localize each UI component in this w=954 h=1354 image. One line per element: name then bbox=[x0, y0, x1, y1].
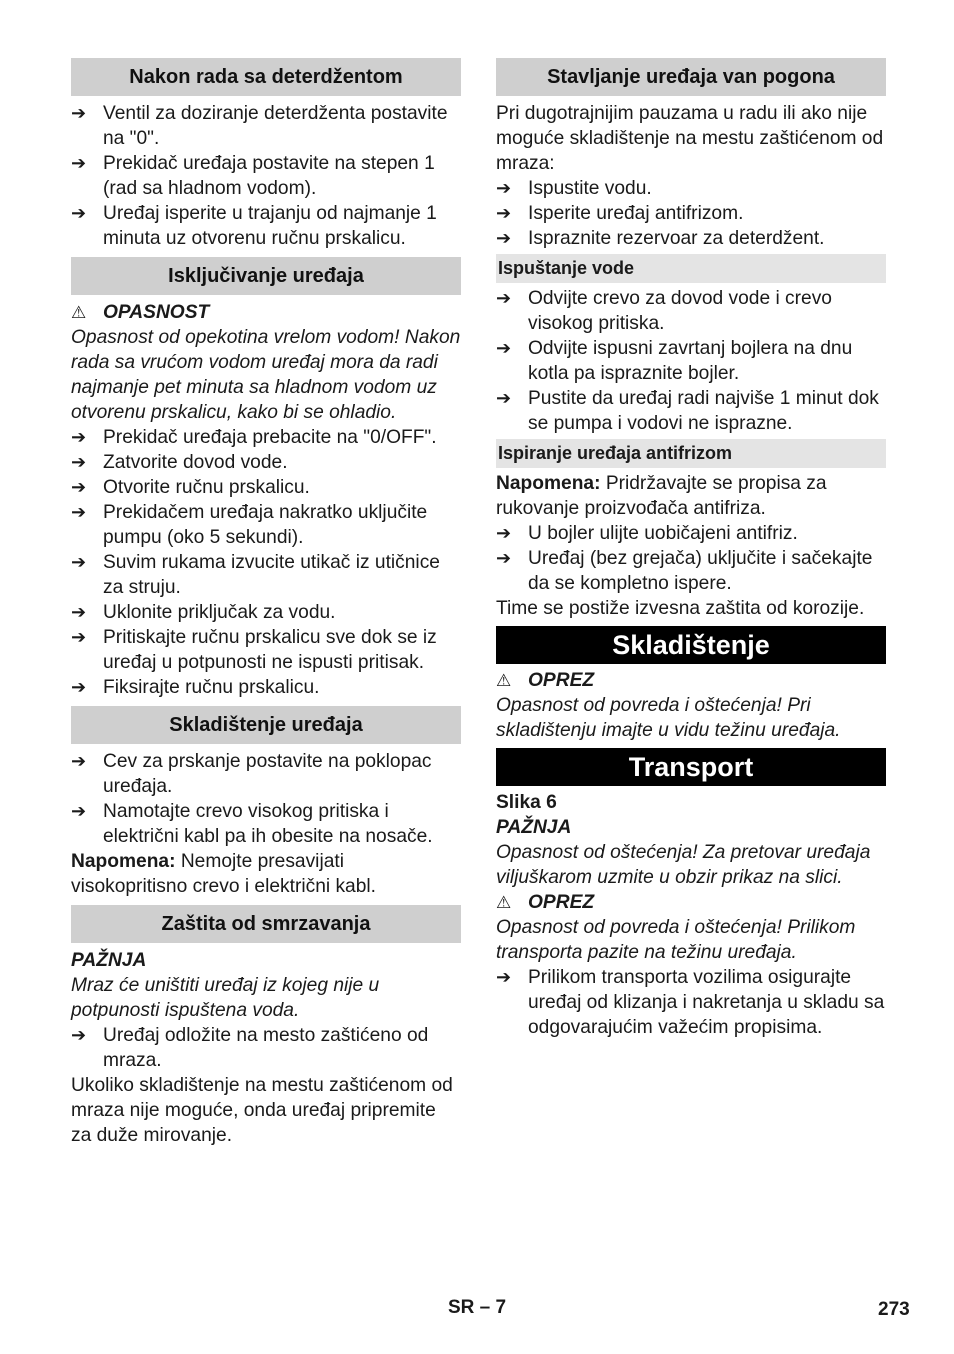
note-paragraph: Napomena: Nemojte presavijati visokopritisno crevo i električni kabl. bbox=[71, 851, 376, 897]
arrow-right-icon: ➔ bbox=[71, 801, 87, 821]
chapter-heading: Transport bbox=[496, 748, 886, 786]
list-item: ➔ Ventil za doziranje deterdženta postavite na "0". bbox=[71, 103, 448, 149]
instruction-list bbox=[496, 286, 886, 436]
list-item: ➔ Uređaj (bez grejača) uključite i sačekajte da se kompletno ispere. bbox=[496, 548, 873, 594]
body-paragraph: Pri dugotrajnijim pauzama u radu ili ako nije moguće skladištenje na mestu zaštićenom od mraza: bbox=[496, 103, 884, 174]
arrow-right-icon: ➔ bbox=[71, 502, 87, 522]
instruction-list bbox=[496, 176, 886, 251]
list-item: ➔ Uređaj odložite na mesto zaštićeno od mraza. bbox=[71, 1025, 429, 1071]
caution-label: ⚠ OPREZ bbox=[496, 670, 595, 691]
list-item: ➔ Zatvorite dovod vode. bbox=[71, 452, 288, 473]
section-heading: Nakon rada sa deterdžentom bbox=[71, 58, 461, 96]
attention-label: PAŽNJA bbox=[496, 817, 572, 838]
caution-label: ⚠ OPREZ bbox=[496, 892, 595, 913]
arrow-right-icon: ➔ bbox=[71, 427, 87, 447]
section-heading: Stavljanje uređaja van pogona bbox=[496, 58, 886, 96]
list-item: ➔ Uklonite priključak za vodu. bbox=[71, 602, 336, 623]
arrow-right-icon: ➔ bbox=[71, 452, 87, 472]
instruction-list bbox=[496, 965, 886, 1040]
right-column bbox=[496, 58, 886, 1040]
list-item: ➔ Prilikom transporta vozilima osigurajte uređaj od klizanja i nakretanja u skladu sa odgovarajućim važećim propisima. bbox=[496, 967, 885, 1038]
list-item: ➔ Prekidač uređaja postavite na stepen 1 (rad sa hladnom vodom). bbox=[71, 153, 435, 199]
instruction-list bbox=[496, 521, 886, 596]
arrow-right-icon: ➔ bbox=[496, 228, 512, 248]
attention-label: PAŽNJA bbox=[71, 950, 147, 971]
note-paragraph: Napomena: Pridržavajte se propisa za rukovanje proizvođača antifriza. bbox=[496, 473, 827, 519]
instruction-list bbox=[71, 749, 461, 849]
body-paragraph: Ukoliko skladištenje na mestu zaštićenom od mraza nije moguće, onda uređaj pripremite za duže mirovanje. bbox=[71, 1075, 453, 1146]
arrow-right-icon: ➔ bbox=[71, 477, 87, 497]
arrow-right-icon: ➔ bbox=[496, 548, 512, 568]
warning-triangle-icon: ⚠ bbox=[496, 893, 512, 912]
danger-text: Opasnost od opekotina vrelom vodom! Nakon rada sa vrućom vodom uređaj mora da radi najmanje pet minuta sa hladnom vodom uz otvorenu prskalicu, kako bi se ohladio. bbox=[71, 327, 461, 423]
chapter-heading: Skladištenje bbox=[496, 626, 886, 664]
warning-triangle-icon: ⚠ bbox=[496, 671, 512, 690]
subsection-heading: Ispuštanje vode bbox=[496, 254, 886, 283]
section-page-label: SR – 7 bbox=[447, 1297, 507, 1318]
list-item: ➔ Pritiskajte ručnu prskalicu sve dok se iz uređaj u potpunosti ne ispusti pritisak. bbox=[71, 627, 437, 673]
arrow-right-icon: ➔ bbox=[496, 388, 512, 408]
arrow-right-icon: ➔ bbox=[496, 288, 512, 308]
arrow-right-icon: ➔ bbox=[71, 552, 87, 572]
list-item: ➔ Ispraznite rezervoar za deterdžent. bbox=[496, 228, 825, 249]
danger-label: ⚠ OPASNOST bbox=[71, 302, 210, 323]
left-column bbox=[71, 58, 461, 1148]
attention-text: Mraz će uništiti uređaj iz kojeg nije u potpunosti ispuštena voda. bbox=[71, 975, 380, 1021]
arrow-right-icon: ➔ bbox=[71, 203, 87, 223]
caution-text: Opasnost od povreda i oštećenja! Pri skladištenju imajte u vidu težinu uređaja. bbox=[496, 695, 841, 741]
arrow-right-icon: ➔ bbox=[71, 153, 87, 173]
arrow-right-icon: ➔ bbox=[71, 602, 87, 622]
arrow-right-icon: ➔ bbox=[496, 523, 512, 543]
arrow-right-icon: ➔ bbox=[496, 967, 512, 987]
warning-triangle-icon: ⚠ bbox=[71, 303, 87, 322]
list-item: ➔ Otvorite ručnu prskalicu. bbox=[71, 477, 310, 498]
list-item: ➔ Isperite uređaj antifrizom. bbox=[496, 203, 744, 224]
list-item: ➔ Namotajte crevo visokog pritiska i električni kabl pa ih obesite na nosače. bbox=[71, 801, 433, 847]
section-heading: Zaštita od smrzavanja bbox=[71, 905, 461, 943]
arrow-right-icon: ➔ bbox=[71, 677, 87, 697]
instruction-list bbox=[71, 1023, 461, 1073]
arrow-right-icon: ➔ bbox=[496, 203, 512, 223]
arrow-right-icon: ➔ bbox=[496, 178, 512, 198]
arrow-right-icon: ➔ bbox=[71, 627, 87, 647]
arrow-right-icon: ➔ bbox=[496, 338, 512, 358]
instruction-list bbox=[71, 425, 461, 700]
list-item: ➔ Odvijte ispusni zavrtanj bojlera na dnu kotla pa ispraznite bojler. bbox=[496, 338, 853, 384]
attention-text: Opasnost od oštećenja! Za pretovar uređaja viljuškarom uzmite u obzir prikaz na slici. bbox=[496, 842, 871, 888]
body-paragraph: Time se postiže izvesna zaštita od korozije. bbox=[496, 598, 865, 619]
arrow-right-icon: ➔ bbox=[71, 751, 87, 771]
caution-text: Opasnost od povreda i oštećenja! Prilikom transporta pazite na težinu uređaja. bbox=[496, 917, 856, 963]
list-item: ➔ Fiksirajte ručnu prskalicu. bbox=[71, 677, 320, 698]
list-item: ➔ Cev za prskanje postavite na poklopac uređaja. bbox=[71, 751, 432, 797]
figure-reference: Slika 6 bbox=[496, 792, 557, 813]
list-item: ➔ Odvijte crevo za dovod vode i crevo visokog pritiska. bbox=[496, 288, 832, 334]
arrow-right-icon: ➔ bbox=[71, 1025, 87, 1045]
list-item: ➔ Uređaj isperite u trajanju od najmanje 1 minuta uz otvorenu ručnu prskalicu. bbox=[71, 203, 437, 249]
list-item: ➔ Pustite da uređaj radi najviše 1 minut dok se pumpa i vodovi ne isprazne. bbox=[496, 388, 879, 434]
list-item: ➔ U bojler ulijte uobičajeni antifriz. bbox=[496, 523, 798, 544]
subsection-heading: Ispiranje uređaja antifrizom bbox=[496, 439, 886, 468]
section-heading: Isključivanje uređaja bbox=[71, 257, 461, 295]
arrow-right-icon: ➔ bbox=[71, 103, 87, 123]
list-item: ➔ Prekidačem uređaja nakratko uključite pumpu (oko 5 sekundi). bbox=[71, 502, 428, 548]
list-item: ➔ Ispustite vodu. bbox=[496, 178, 652, 199]
list-item: ➔ Suvim rukama izvucite utikač iz utičnice za struju. bbox=[71, 552, 440, 598]
instruction-list bbox=[71, 101, 461, 251]
list-item: ➔ Prekidač uređaja prebacite na "0/OFF". bbox=[71, 427, 437, 448]
page-number: 273 bbox=[878, 1299, 910, 1320]
section-heading: Skladištenje uređaja bbox=[71, 706, 461, 744]
